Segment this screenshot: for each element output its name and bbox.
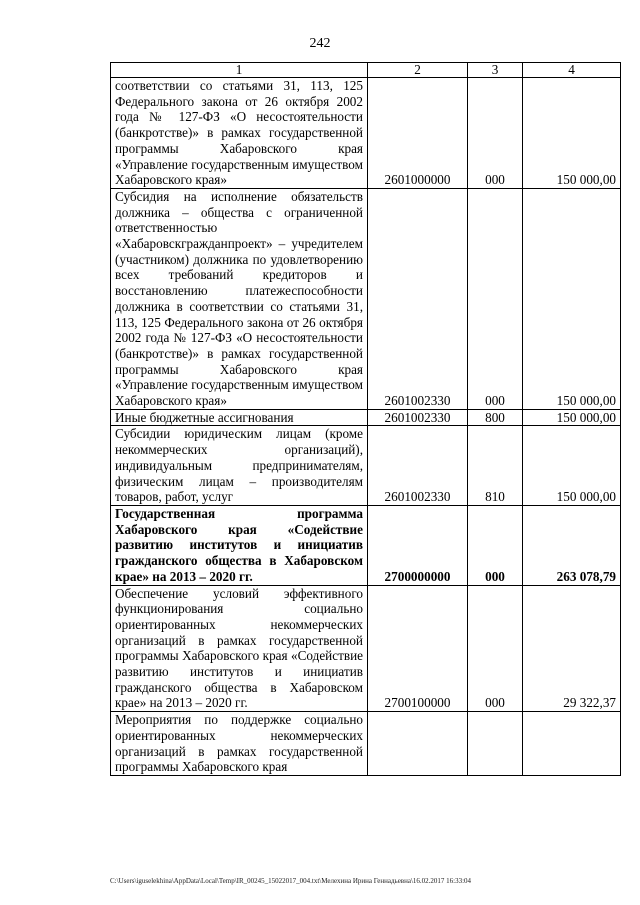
row-type: 000 (468, 188, 523, 409)
row-description: Субсидия на исполнение обязательств должника – общества с ограниченной ответственностью «Хабаровскгражданпроект» – учредителем (участником) должника по удовлетворению всех требований кредиторов и восстановлению платежеспособности должника в соответствии со статьями 31, 113, 125 Федерального закона от 26 октября 2002 года № 127-ФЗ «О несостоятельности (банкротстве)» в рамках государственной программы Хабаровского края «Управление государственным имуществом Хабаровского края» (111, 188, 368, 409)
table-row-continued (111, 712, 621, 776)
row-code: 2700100000 (368, 585, 468, 712)
row-type: 000 (468, 78, 523, 189)
row-amount: 29 322,37 (523, 585, 621, 712)
table-row (111, 585, 621, 712)
file-path-footer: C:\Users\iguselekhina\AppData\Local\Temp\IR_00245_15022017_004.txt\Мелехина Ирина Геннадьевна\16.02.2017 16:33:04 (110, 877, 472, 885)
row-description: Обеспечение условий эффективного функционирования социально ориентированных некоммерческих организаций в рамках государственной программы Хабаровского края «Содействие развитию институтов и инициатив гражданского общества в Хабаровском крае» на 2013 – 2020 гг. (111, 585, 368, 712)
row-type: 800 (468, 409, 523, 426)
row-description: Мероприятия по поддержке социально ориентированных некоммерческих организаций в рамках государственной программы Хабаровского края (111, 712, 368, 776)
column-header-description: 1 (111, 63, 368, 78)
row-description: Государственная программа Хабаровского края «Содействие развитию институтов и инициатив гражданского общества в Хабаровском крае» на 2013 – 2020 гг. (111, 505, 368, 585)
row-code: 2601000000 (368, 78, 468, 189)
row-amount: 150 000,00 (523, 78, 621, 189)
table-row (111, 426, 621, 506)
table-row (111, 409, 621, 426)
row-amount: 150 000,00 (523, 426, 621, 506)
table-header-row (111, 63, 621, 78)
row-type: 000 (468, 505, 523, 585)
page-number: 242 (309, 36, 331, 51)
column-header-code: 2 (368, 63, 468, 78)
row-amount: 150 000,00 (523, 409, 621, 426)
row-code: 2700000000 (368, 505, 468, 585)
column-header-type: 3 (468, 63, 523, 78)
row-type: 000 (468, 585, 523, 712)
table-row (111, 78, 621, 189)
row-amount (523, 712, 621, 776)
budget-table (110, 62, 621, 776)
row-description: соответствии со статьями 31, 113, 125 Федерального закона от 26 октября 2002 года № 127-ФЗ «О несостоятельности (банкротстве)» в рамках государственной программы Хабаровского края «Управление государственным имуществом Хабаровского края» (111, 78, 368, 189)
table-row-program (111, 505, 621, 585)
row-code: 2601002330 (368, 188, 468, 409)
column-header-amount: 4 (523, 63, 621, 78)
row-amount: 150 000,00 (523, 188, 621, 409)
row-description: Иные бюджетные ассигнования (111, 409, 368, 426)
table-row (111, 188, 621, 409)
row-type: 810 (468, 426, 523, 506)
row-amount: 263 078,79 (523, 505, 621, 585)
row-code: 2601002330 (368, 426, 468, 506)
row-type (468, 712, 523, 776)
row-code (368, 712, 468, 776)
row-description: Субсидии юридическим лицам (кроме некоммерческих организаций), индивидуальным предпринимателям, физическим лицам – производителям товаров, работ, услуг (111, 426, 368, 506)
row-code: 2601002330 (368, 409, 468, 426)
